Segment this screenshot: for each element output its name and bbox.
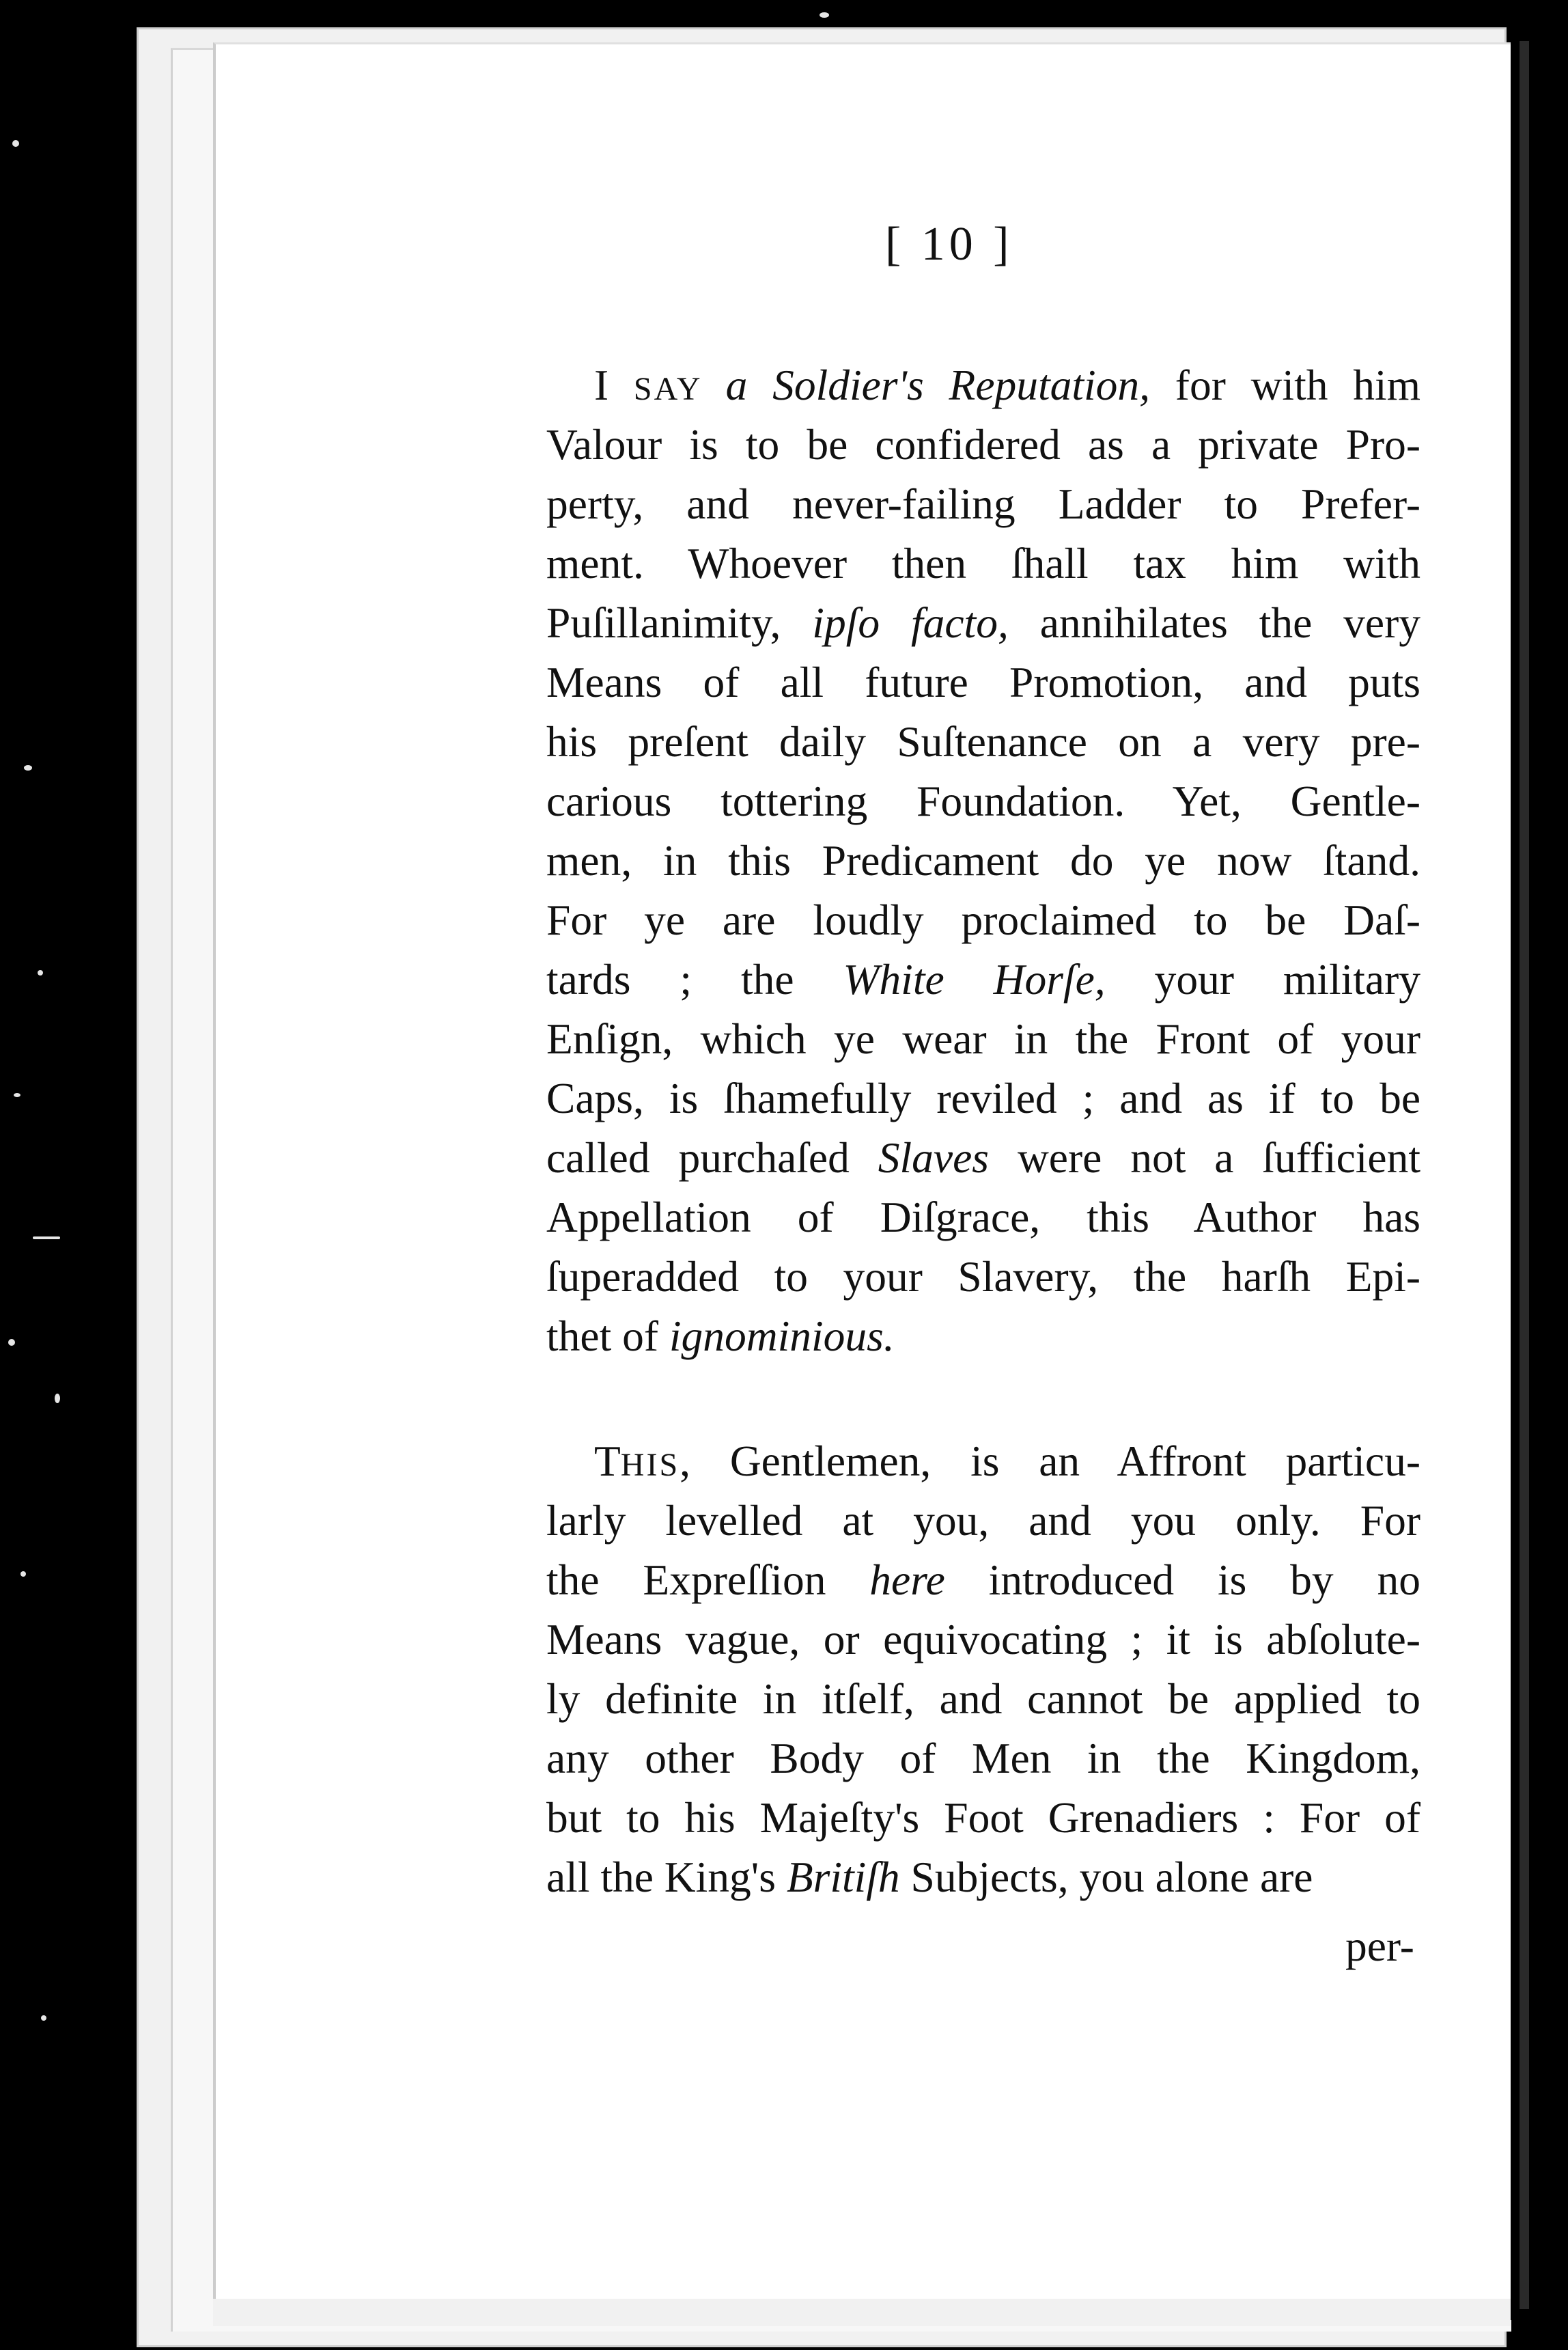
text-run: ſuperadded to your Slavery, the harſh Epi- [546, 1252, 1420, 1301]
text-run: the Expreſſion [546, 1556, 870, 1604]
text-line [546, 415, 1420, 474]
text-line [546, 1550, 1420, 1609]
gutter-shadow [1511, 38, 1552, 2320]
text-line [546, 593, 1420, 652]
paragraph-affront [546, 1431, 1420, 1907]
text-run: all the King's [546, 1853, 787, 1901]
italic-run: White Horſe, [843, 955, 1106, 1004]
text-run: thet of [546, 1312, 669, 1360]
text-run: ly definite in itſelf, and cannot be applied to [546, 1674, 1420, 1723]
scan-speck [820, 12, 829, 18]
text-line [546, 1609, 1420, 1669]
italic-run: ipſo facto, [812, 598, 1009, 647]
text-run: any other Body of Men in the Kingdom, [546, 1734, 1420, 1782]
gutter-strip [1520, 41, 1529, 2309]
text-line [546, 1847, 1420, 1907]
text-run: I [594, 361, 634, 409]
text-run: carious tottering Foundation. Yet, Gentle- [546, 777, 1420, 825]
catchword: per- [1345, 1922, 1414, 1970]
small-caps-run: HIS [620, 1447, 680, 1483]
scan-speck [55, 1394, 60, 1403]
text-run: Caps, is ſhamefully reviled ; and as if to be [546, 1074, 1420, 1122]
text-line [546, 831, 1420, 890]
text-line [546, 1009, 1420, 1068]
text-run: Appellation of Diſgrace, this Author has [546, 1193, 1420, 1241]
scan-speck [14, 1093, 20, 1097]
text-run: T [594, 1437, 621, 1485]
text-run: your military [1105, 955, 1420, 1004]
text-line [546, 534, 1420, 593]
text-run: larly levelled at you, and you only. For [546, 1496, 1420, 1545]
italic-run: here [869, 1556, 945, 1604]
text-line [546, 1187, 1420, 1247]
text-line [546, 1068, 1420, 1128]
text-line [546, 474, 1420, 534]
text-line [546, 1431, 1420, 1491]
text-run: Means vague, or equivocating ; it is abſolute- [546, 1615, 1420, 1663]
text-line [546, 1669, 1420, 1728]
text-run: introduced is by no [944, 1556, 1421, 1604]
text-line [546, 890, 1420, 950]
text-run: Enſign, which ye wear in the Front of your [546, 1014, 1420, 1063]
italic-run: a Soldier's Reputation, [725, 361, 1151, 409]
text-line [546, 1728, 1420, 1788]
scan-speck [38, 970, 43, 976]
text-run: For ye are loudly proclaimed to be Daſ- [546, 896, 1420, 944]
scan-speck [33, 1236, 60, 1239]
text-line [546, 950, 1420, 1009]
text-line [546, 1306, 1420, 1366]
text-line [546, 1247, 1420, 1306]
scan-speck [41, 2015, 46, 2021]
text-line [546, 355, 1420, 415]
text-run: perty, and never-failing Ladder to Prefer- [546, 480, 1420, 528]
text-line [546, 1128, 1420, 1187]
text-run: Valour is to be confidered as a private Pro- [546, 420, 1420, 469]
text-run: ment. Whoever then ſhall tax him with [546, 539, 1420, 588]
text-run: Puſillanimity, [546, 598, 813, 647]
text-run: Means of all future Promotion, and puts [546, 658, 1420, 706]
text-run: his preſent daily Suſtenance on a very pre- [546, 717, 1420, 766]
small-caps-run: SAY [633, 371, 726, 407]
paragraph-soldiers-reputation [546, 355, 1420, 1366]
text-run: annihilates the very [1008, 598, 1421, 647]
text-run: Subjects, you alone are [899, 1853, 1313, 1901]
text-run: for with him [1150, 361, 1420, 409]
text-run: were not a ſufficient [989, 1133, 1420, 1182]
text-run: tards ; the [546, 955, 843, 1004]
scan-speck [12, 140, 19, 147]
text-run: but to his Majeſty's Foot Grenadiers : For of [546, 1793, 1420, 1842]
page-number: [ 10 ] [885, 218, 1013, 271]
scan-speck [24, 765, 32, 771]
text-line [546, 712, 1420, 771]
text-line [546, 1788, 1420, 1847]
scan-speck [20, 1571, 26, 1577]
text-line [546, 652, 1420, 712]
italic-run: Britiſh [786, 1853, 900, 1901]
text-run: called purchaſed [546, 1133, 878, 1182]
text-run: , Gentlemen, is an Affront particu- [680, 1437, 1420, 1485]
scan-speck [8, 1339, 15, 1346]
italic-run: Slaves [878, 1133, 990, 1182]
text-line [546, 771, 1420, 831]
italic-run: ignominious. [669, 1312, 895, 1360]
text-run: men, in this Predicament do ye now ſtand. [546, 836, 1420, 885]
page-bottom-edge [213, 2297, 1511, 2326]
text-line [546, 1491, 1420, 1550]
